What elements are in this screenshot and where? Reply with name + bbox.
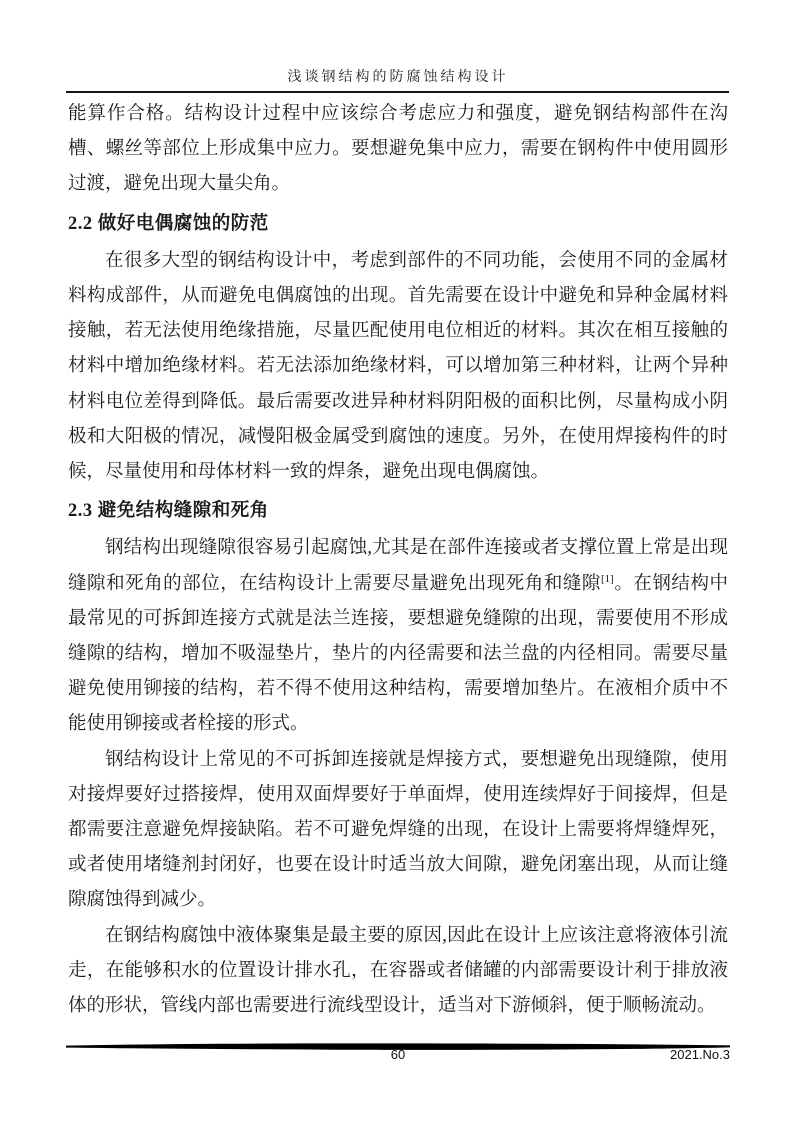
header-rule: [66, 91, 729, 93]
reference-marker-1: [1]: [600, 572, 614, 585]
paragraph-welding: 钢结构设计上常见的不可拆卸连接就是焊接方式，要想避免出现缝隙，使用对接焊要好过搭接焊，使用双面焊要好于单面焊，使用连续焊好于间接焊，但是都需要注意避免焊接缺陷。若不可避免焊缝的出现，在设计上需要将焊缝焊死，或者使用堵缝剂封闭好，也要在设计时适当放大间隙，避免闭塞出现，从而让缝隙腐蚀得到减少。: [68, 749, 728, 911]
paragraph-crevice-deadangle: [68, 531, 728, 742]
footer: [66, 1047, 730, 1065]
paragraph-crevice-text-after-ref: 。在钢结构中最常见的可拆卸连接方式就是法兰连接，要想避免缝隙的出现，需要使用不形成缝隙的结构，增加不吸湿垫片，垫片的内径需要和法兰盘的内径相同。需要尽量避免使用铆接的结构，若不得不使用这种结构，需要增加垫片。在液相介质中不能使用铆接或者栓接的形式。: [68, 573, 728, 735]
section-heading-2-2: 2.2 做好电偶腐蚀的防范: [68, 213, 269, 234]
paragraph-stress-continuation: 能算作合格。结构设计过程中应该综合考虑应力和强度，避免钢结构部件在沟槽、螺丝等部位上形成集中应力。要想避免集中应力，需要在钢构件中使用圆形过渡，避免出现大量尖角。: [68, 104, 728, 195]
paragraph-crevice-text-before-ref: 钢结构出现缝隙很容易引起腐蚀,尤其是在部件连接或者支撑位置上常是出现缝隙和死角的部位，在结构设计上需要尽量避免出现死角和缝隙: [68, 538, 728, 594]
page-number: 60: [390, 1047, 406, 1062]
footer-rule: [66, 1038, 730, 1046]
running-head-title: 浅谈钢结构的防腐蚀结构设计: [287, 70, 509, 85]
paragraph-liquid-drainage: 在钢结构腐蚀中液体聚集是最主要的原因,因此在设计上应该注意将液体引流走，在能够积水的位置设计排水孔，在容器或者储罐的内部需要设计利于排放液体的形状，管线内部也需要进行流线型设计，适当对下游倾斜，便于顺畅流动。: [68, 925, 728, 1017]
section-heading-2-3: 2.3 避免结构缝隙和死角: [68, 501, 269, 522]
page-body: [68, 97, 728, 1024]
issue-number: 2021.No.3: [670, 1047, 730, 1062]
paragraph-galvanic-corrosion: 在很多大型的钢结构设计中，考虑到部件的不同功能，会使用不同的金属材料构成部件，从而避免电偶腐蚀的出现。首先需要在设计中避免和异种金属材料接触，若无法使用绝缘措施，尽量匹配使用电位相近的材料。其次在相互接触的材料中增加绝缘材料。若无法添加绝缘材料，可以增加第三种材料，让两个异种材料电位差得到降低。最后需要改进异种材料阴阳极的面积比例，尽量构成小阴极和大阳极的情况，减慢阳极金属受到腐蚀的速度。另外，在使用焊接构件的时候，尽量使用和母体材料一致的焊条，避免出现电偶腐蚀。: [68, 250, 728, 483]
